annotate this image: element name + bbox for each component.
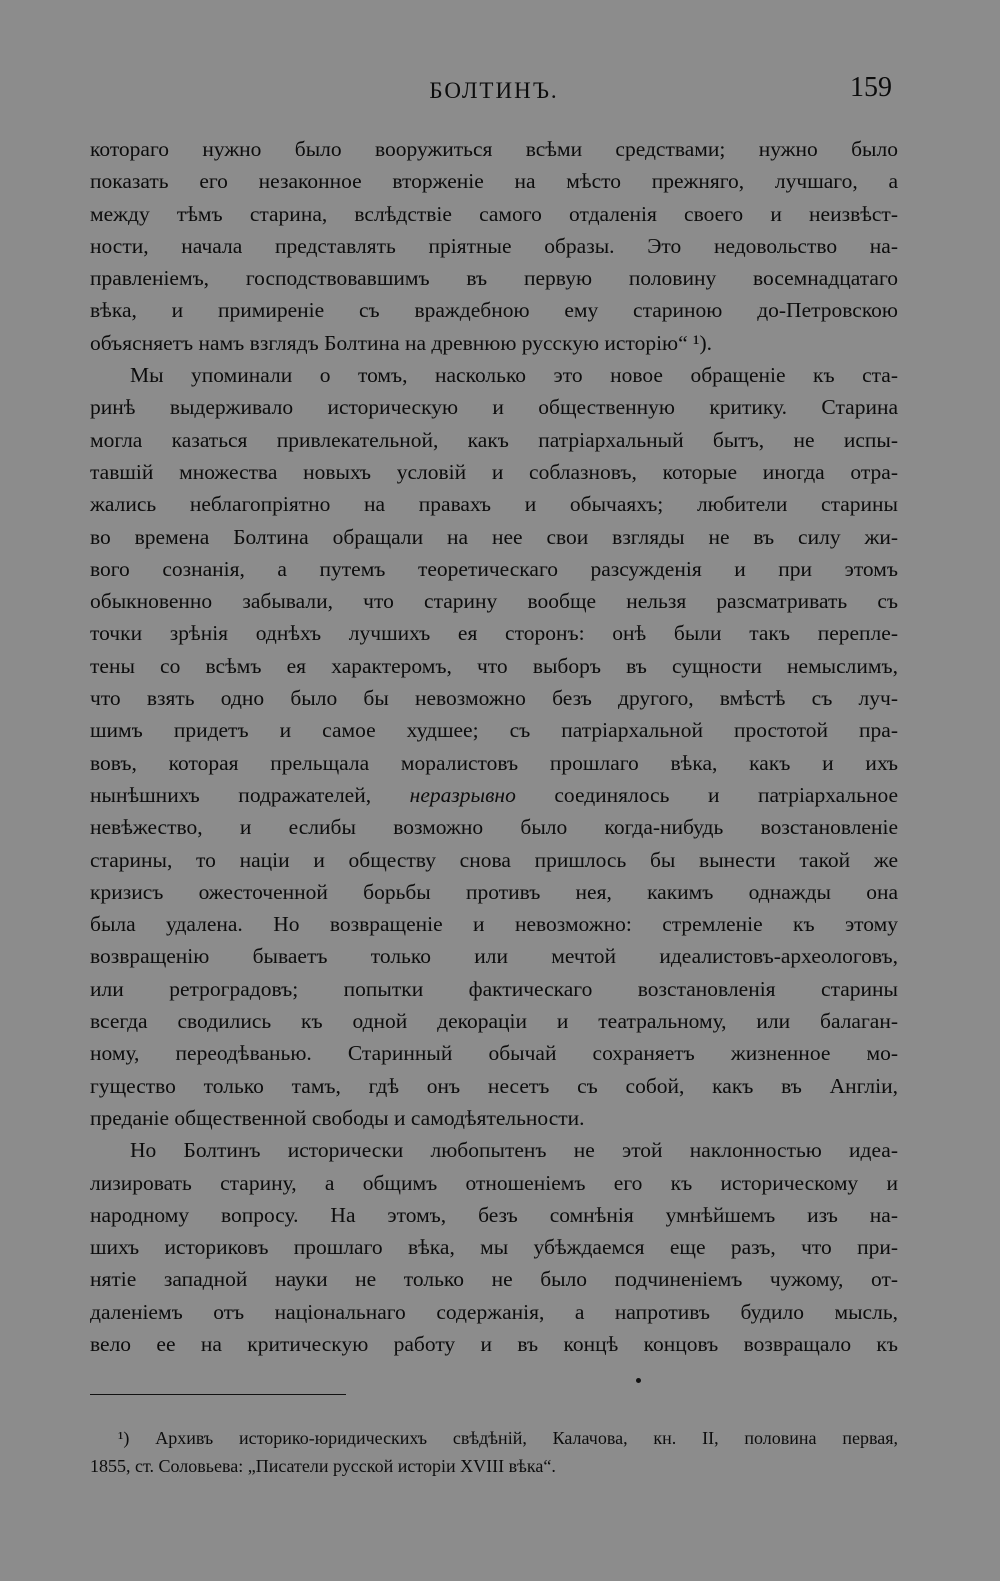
text-line: гущество только тамъ, гдѣ онъ несетъ съ собой, какъ въ Англіи, xyxy=(90,1073,898,1098)
text-line: обыкновенно забывали, что старину вообще нельзя разсматривать съ xyxy=(90,589,898,614)
footnote-line: 1855, ст. Соловьева: „Писатели русской исторіи XVIII вѣка“. xyxy=(90,1456,556,1476)
text-line: правленіемъ, господствовавшимъ въ первую половину восемнадцатаго xyxy=(90,266,898,291)
paragraph-start-line: Мы упоминали о томъ, насколько это новое обращеніе къ ста- xyxy=(130,363,898,388)
text-line: котораго нужно было вооружиться всѣми средствами; нужно было xyxy=(90,137,898,161)
text-line: возвращенію бываетъ только или мечтой идеалистовъ-археологовъ, xyxy=(90,944,898,969)
text-line: тены со всѣмъ ея характеромъ, что выборъ въ сущности немыслимъ, xyxy=(90,653,898,678)
text-line: вого сознанія, а путемъ теоретическаго разсужденія и при этомъ xyxy=(90,556,898,581)
text-line: народному вопросу. На этомъ, безъ сомнѣнія умнѣйшемъ изъ на- xyxy=(90,1202,898,1227)
text-line: вѣка, и примиреніе съ враждебною ему стариною до-Петровскою xyxy=(90,298,898,323)
text-line: лизировать старину, а общимъ отношеніемъ его къ историческому и xyxy=(90,1170,898,1195)
text-line: точки зрѣнія однѣхъ лучшихъ ея сторонъ: онѣ были такъ перепле- xyxy=(90,621,898,646)
line-text-before: нынѣшнихъ подражателей, xyxy=(90,782,410,807)
text-line: вовъ, которая прельщала моралистовъ прошлаго вѣка, какъ и ихъ xyxy=(90,750,898,775)
text-line: невѣжество, и еслибы возможно было когда-нибудь возстановленіе xyxy=(90,815,898,840)
text-line: ному, переодѣванью. Старинный обычай сохраняетъ жизненное мо- xyxy=(90,1041,898,1066)
text-line: что взять одно было бы невозможно безъ другого, вмѣстѣ съ луч- xyxy=(90,686,898,711)
text-line: шихъ историковъ прошлаго вѣка, мы убѣждаемся еще разъ, что при- xyxy=(90,1235,898,1260)
text-line: жались неблагопріятно на правахъ и обычаяхъ; любители старины xyxy=(90,492,898,517)
text-line: была удалена. Но возвращеніе и невозможно: стремленіе къ этому xyxy=(90,912,898,937)
text-line: ности, начала представлять пріятные образы. Это недовольство на- xyxy=(90,233,898,258)
text-line: объясняетъ намъ взглядъ Болтина на древнюю русскую исторію“ ¹). xyxy=(90,330,712,355)
footnote-separator xyxy=(90,1394,346,1395)
line-text-after: соединялось и патріархальное xyxy=(515,782,898,807)
text-line: или ретроградовъ; попытки фактическаго возстановленія старины xyxy=(90,976,898,1001)
running-head xyxy=(90,72,898,112)
footnote xyxy=(90,1424,898,1480)
text-line: преданіе общественной свободы и самодѣятельности. xyxy=(90,1105,585,1130)
text-line: нятіе западной науки не только не было подчиненіемъ чужому, от- xyxy=(90,1267,898,1292)
text-line: во времена Болтина обращали на нее свои взгляды не въ силу жи- xyxy=(90,524,898,549)
text-line: даленіемъ отъ національнаго содержанія, а напротивъ будило мысль, xyxy=(90,1299,898,1324)
text-line: кризисъ ожесточенной борьбы противъ нея, какимъ однажды она xyxy=(90,879,898,904)
text-line: вело ее на критическую работу и въ концѣ концовъ возвращало къ xyxy=(90,1331,898,1356)
emphasized-word: неразрывно xyxy=(409,782,516,807)
ink-dot xyxy=(636,1378,641,1383)
body-text xyxy=(90,133,898,1360)
text-line: могла казаться привлекательной, какъ патріархальный бытъ, не испы- xyxy=(90,427,898,452)
text-line: старины, то націи и обществу снова пришлось бы вынести такой же xyxy=(90,847,898,872)
text-line: ринѣ выдерживало историческую и общественную критику. Старина xyxy=(90,395,898,420)
footnote-line: ¹) Архивъ историко-юридическихъ свѣдѣній, Калачова, кн. II, половина первая, xyxy=(118,1428,898,1448)
text-line: показать его незаконное вторженіе на мѣсто прежняго, лучшаго, а xyxy=(90,169,898,194)
text-line: между тѣмъ старина, вслѣдствіе самого отдаленія своего и неизвѣст- xyxy=(90,201,898,226)
running-title: БОЛТИНЪ. xyxy=(429,78,559,103)
paragraph-start-line: Но Болтинъ исторически любопытенъ не этой наклонностью идеа- xyxy=(130,1138,898,1163)
text-line-with-emphasis xyxy=(90,779,898,811)
text-line: всегда сводились къ одной декораціи и театральному, или балаган- xyxy=(90,1009,898,1034)
text-line: шимъ придетъ и самое худшее; съ патріархальной простотой пра- xyxy=(90,718,898,743)
page-number: 159 xyxy=(850,72,892,103)
text-line: тавшій множества новыхъ условій и соблазновъ, которые иногда отра- xyxy=(90,459,898,484)
